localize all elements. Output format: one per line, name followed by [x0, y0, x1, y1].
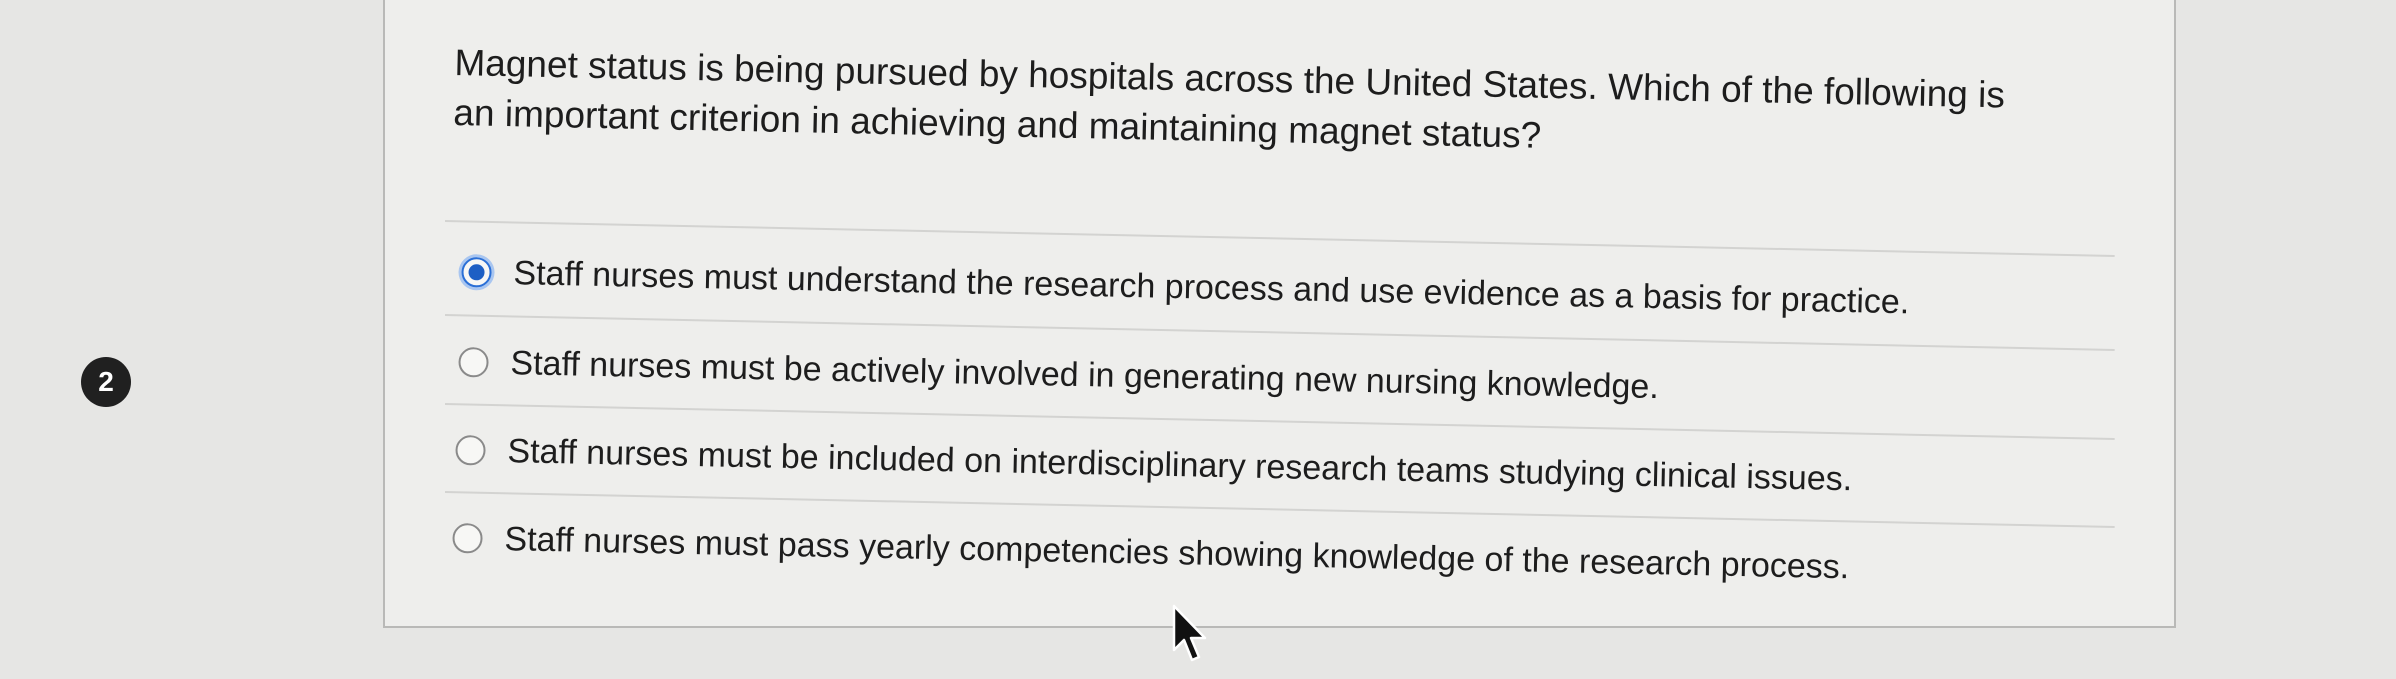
question-number-badge: 2: [81, 357, 131, 407]
answer-option-4[interactable]: [452, 516, 1850, 589]
mouse-pointer-icon: [1170, 604, 1210, 666]
answer-option-label: Staff nurses must pass yearly competencies showing knowledge of the research process.: [504, 520, 1850, 587]
option-divider: [445, 220, 2115, 257]
answer-option-2[interactable]: [458, 340, 1659, 409]
answer-option-label: Staff nurses must understand the research process and use evidence as a basis for practice.: [513, 254, 1910, 322]
radio-button-icon[interactable]: [455, 435, 486, 466]
radio-button-selected-icon[interactable]: [461, 257, 492, 288]
answer-option-1[interactable]: [461, 250, 1910, 324]
question-card: [383, 0, 2176, 628]
answer-option-label: Staff nurses must be actively involved in generating new nursing knowledge.: [510, 344, 1660, 407]
radio-button-icon[interactable]: [458, 347, 489, 378]
question-prompt: Magnet status is being pursued by hospitals across the United States. Which of the following is an important criterion in achieving and maintaining magnet status?: [453, 41, 2006, 156]
answer-option-3[interactable]: [455, 428, 1853, 501]
radio-button-icon[interactable]: [452, 523, 483, 554]
answer-option-label: Staff nurses must be included on interdisciplinary research teams studying clinical issues.: [507, 432, 1853, 499]
